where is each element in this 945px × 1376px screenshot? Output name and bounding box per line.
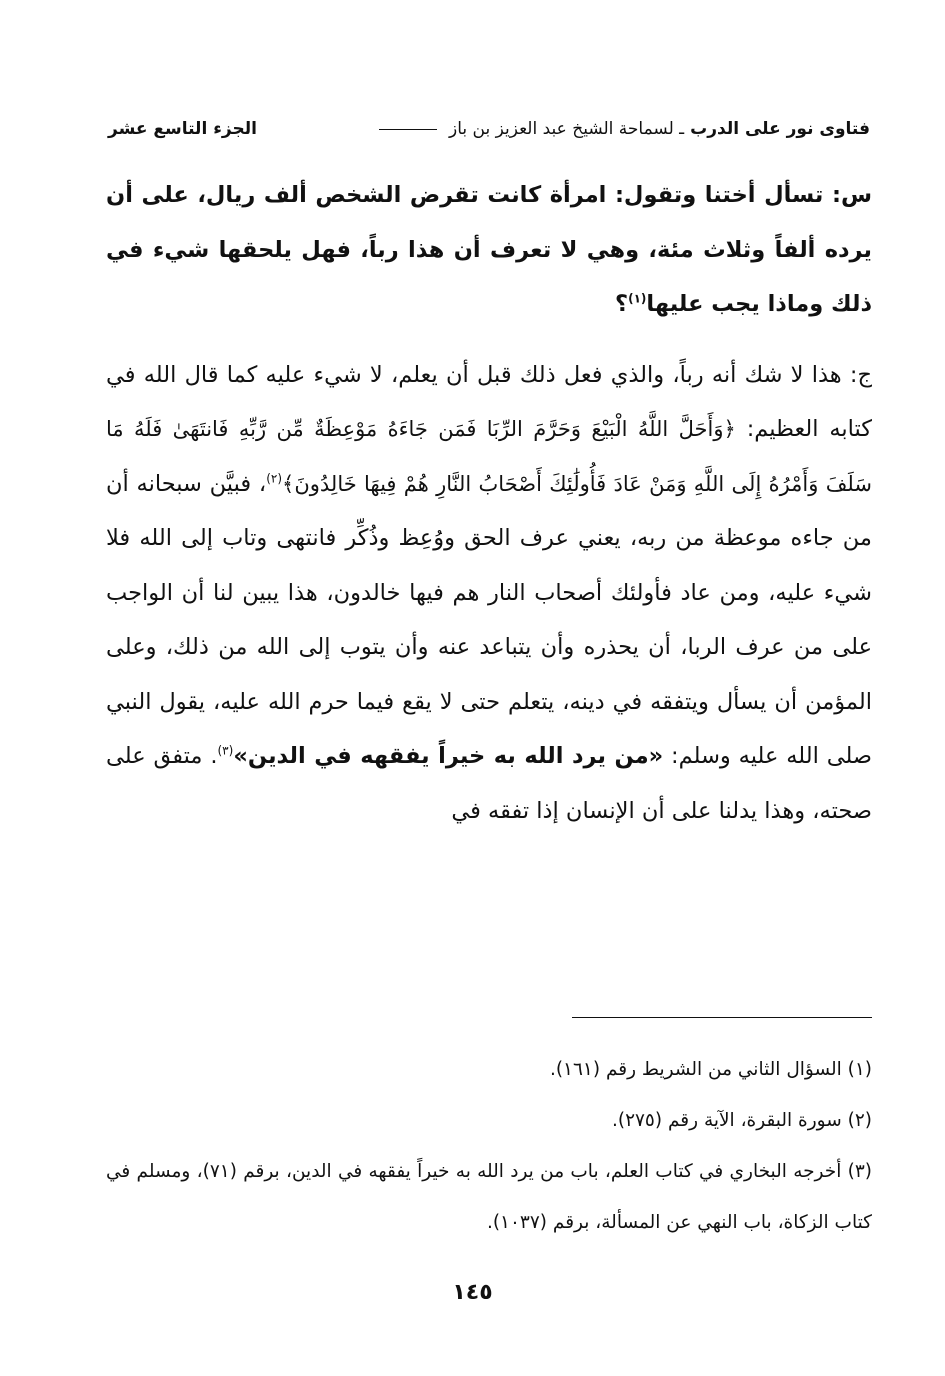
header-rule — [379, 129, 437, 130]
footnote-ref-3: (٣) — [217, 743, 234, 758]
footnote-1: (١) السؤال الثاني من الشريط رقم (١٦١). — [549, 1059, 872, 1080]
quran-open-bracket: ﴿ — [723, 417, 736, 441]
footnotes — [106, 1044, 872, 1248]
page-number: ١٤٥ — [452, 1280, 493, 1305]
hadith-quote: «من يرد الله به خيراً يفقهه في الدين» — [233, 743, 664, 769]
question-end: ؟ — [615, 291, 629, 317]
question-paragraph — [106, 168, 872, 332]
quran-verse: وَأَحَلَّ اللَّهُ الْبَيْعَ وَحَرَّمَ الرِّبَا فَمَن جَاءَهُ مَوْعِظَةٌ مِّن رَّبِّهِ فَانتَهَىٰ فَلَهُ مَا سَلَفَ وَأَمْرُهُ إِلَى اللَّهِ وَمَنْ عَادَ فَأُولَٰئِكَ أَصْحَابُ النَّارِ هُمْ فِيهَا خَالِدُونَ — [106, 417, 872, 496]
footnote-2: (٢) سورة البقرة، الآية رقم (٢٧٥). — [611, 1110, 872, 1131]
running-header-title-group — [373, 119, 870, 139]
quran-close-bracket: ﴾ — [282, 471, 295, 496]
answer-ending: . متفق على صحته، وهذا يدلنا على أن الإنسان إذا تفقه في — [106, 743, 872, 824]
series-title: فتاوى نور على الدرب — [690, 119, 870, 139]
answer-paragraph — [106, 348, 872, 839]
question-text: س: تسأل أختنا وتقول: امرأة كانت تقرض الشخص ألف ريال، على أن يرده ألفاً وثلاث مئة، وهي لا تعرف أن هذا رباً، فهل يلحقها شيء في ذلك وماذا يجب عليها — [106, 182, 872, 317]
footnote-3: (٣) أخرجه البخاري في كتاب العلم، باب من يرد الله به خيراً يفقهه في الدين، برقم (٧١)، ومسلم في كتاب الزكاة، باب النهي عن المسألة، برقم (١٠٣٧). — [106, 1161, 872, 1233]
answer-continuation: ، فبيَّن سبحانه أن من جاءه موعظة من ربه، يعني عرف الحق ووُعِظ وذُكِّر فانتهى وتاب إلى الله فلا شيء عليه، ومن عاد فأولئك أصحاب النار هم فيها خالدون، هذا يبين لنا أن الواجب على من عرف الربا، أن يحذره وأن يتباعد عنه وأن يتوب إلى الله من ذلك، وعلى المؤمن أن يسأل ويتفقه في دينه، يتعلم حتى لا يقع فيما حرم الله عليه، يقول النبي صلى الله عليه وسلم: — [106, 470, 873, 769]
footnote-ref-1: (١) — [628, 291, 647, 306]
answer-intro: ج: هذا لا شك أنه رباً، والذي فعل ذلك قبل أن يعلم، لا شيء عليه كما قال الله في كتابه العظيم: — [106, 361, 872, 442]
footnote-ref-2: (٢) — [266, 471, 283, 485]
author-name: ـ لسماحة الشيخ عبد العزيز بن باز — [449, 119, 685, 139]
footnote-separator — [572, 1017, 872, 1018]
running-header — [108, 112, 870, 146]
volume-label: الجزء التاسع عشر — [108, 119, 257, 139]
body-text — [106, 168, 872, 838]
